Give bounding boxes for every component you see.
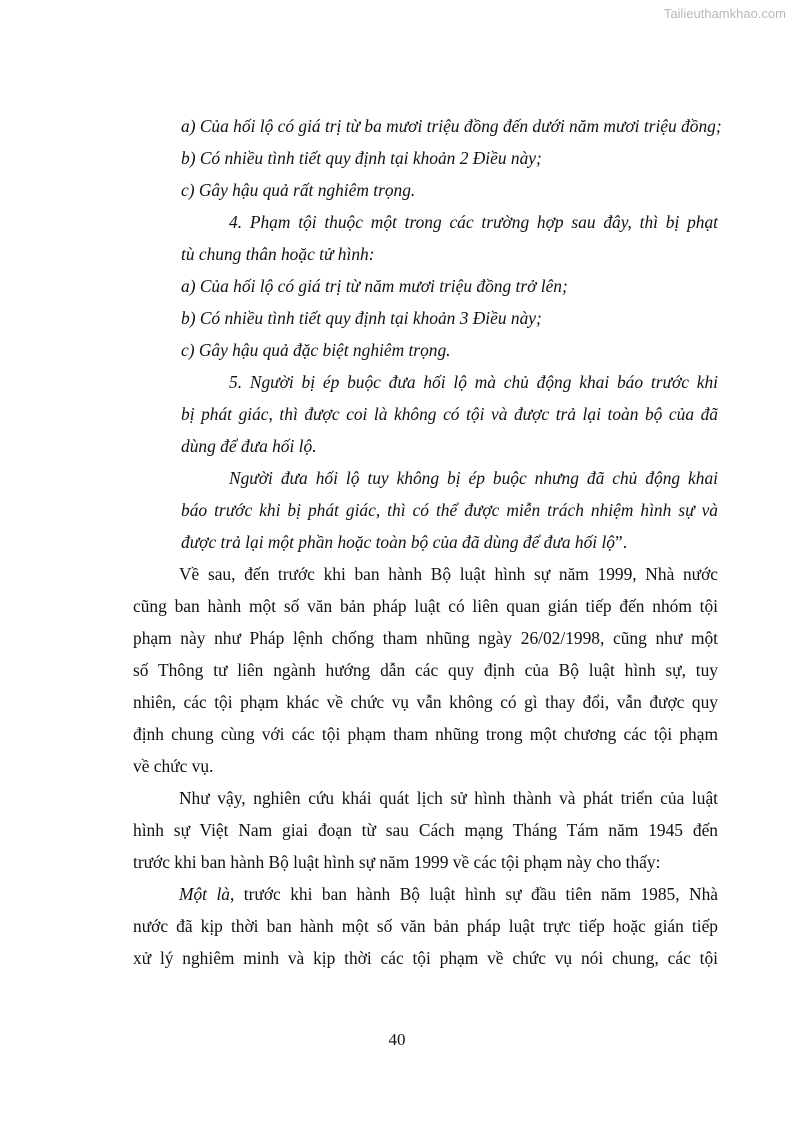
text-line	[133, 690, 718, 714]
italic-text: c) Gây hậu quả rất nghiêm trọng.	[181, 180, 416, 200]
text-segment: Như vậy, nghiên cứu khái quát lịch sử hình thành và phát triển của luật	[179, 788, 718, 808]
text-segment: trước khi ban hành Bộ luật hình sự năm 1999 về các tội phạm này cho thấy:	[133, 852, 661, 872]
text-line	[181, 434, 711, 458]
text-line	[179, 882, 718, 906]
italic-text: tù chung thân hoặc tử hình:	[181, 244, 375, 264]
text-line	[181, 530, 711, 554]
page-number: 40	[388, 1030, 406, 1049]
text-line	[181, 242, 711, 266]
text-line	[179, 562, 718, 586]
text-segment: nhiên, các tội phạm khác về chức vụ vẫn không có gì thay đổi, vẫn được quy	[133, 692, 718, 712]
italic-text: được trả lại một phần hoặc toàn bộ của đã dùng để đưa hối lộ	[181, 532, 616, 552]
italic-text: a) Của hối lộ có giá trị từ năm mươi triệu đồng trở lên;	[181, 276, 568, 296]
text-line	[181, 274, 711, 298]
text-line	[133, 946, 718, 970]
text-line	[179, 786, 718, 810]
text-line	[133, 594, 718, 618]
italic-text: báo trước khi bị phát giác, thì có thể được miễn trách nhiệm hình sự và	[181, 500, 718, 520]
text-segment: phạm này như Pháp lệnh chống tham nhũng ngày 26/02/1998, cũng như một	[133, 628, 718, 648]
text-segment: định chung cùng với các tội phạm tham nhũng trong một chương các tội phạm	[133, 724, 718, 744]
text-line	[133, 722, 718, 746]
text-line	[133, 626, 718, 650]
text-segment: ”.	[615, 532, 628, 552]
italic-text: b) Có nhiều tình tiết quy định tại khoản 2 Điều này;	[181, 148, 542, 168]
text-segment: hình sự Việt Nam giai đoạn từ sau Cách mạng Tháng Tám năm 1945 đến	[133, 820, 718, 840]
italic-text: dùng để đưa hối lộ.	[181, 436, 317, 456]
italic-text: a) Của hối lộ có giá trị từ ba mươi triệu đồng đến dưới năm mươi triệu đồng;	[181, 116, 722, 136]
text-line	[181, 114, 722, 138]
text-segment: cũng ban hành một số văn bản pháp luật có liên quan gián tiếp đến nhóm tội	[133, 596, 718, 616]
watermark-text: Tailieuthamkhao.com	[663, 6, 786, 21]
text-line	[133, 754, 718, 778]
text-line	[229, 210, 718, 234]
text-line	[133, 658, 718, 682]
text-segment: xử lý nghiêm minh và kịp thời các tội phạm về chức vụ nói chung, các tội	[133, 948, 718, 968]
italic-text: b) Có nhiều tình tiết quy định tại khoản 3 Điều này;	[181, 308, 542, 328]
text-segment: về chức vụ.	[133, 756, 214, 776]
text-segment: , trước khi ban hành Bộ luật hình sự đầu tiên năm 1985, Nhà	[230, 884, 719, 904]
text-line	[229, 370, 718, 394]
italic-text: Người đưa hối lộ tuy không bị ép buộc nhưng đã chủ động khai	[229, 468, 718, 488]
italic-text: c) Gây hậu quả đặc biệt nghiêm trọng.	[181, 340, 451, 360]
text-segment: số Thông tư liên ngành hướng dẫn các quy định của Bộ luật hình sự, tuy	[133, 660, 718, 680]
italic-text: bị phát giác, thì được coi là không có tội và được trả lại toàn bộ của đã	[181, 404, 718, 424]
text-line	[181, 338, 711, 362]
text-line	[181, 178, 711, 202]
text-segment: nước đã kịp thời ban hành một số văn bản pháp luật trực tiếp hoặc gián tiếp	[133, 916, 718, 936]
italic-text: 4. Phạm tội thuộc một trong các trường hợp sau đây, thì bị phạt	[229, 212, 718, 232]
text-line	[133, 914, 718, 938]
text-line	[181, 146, 711, 170]
italic-text: 5. Người bị ép buộc đưa hối lộ mà chủ động khai báo trước khi	[229, 372, 718, 392]
text-line	[133, 850, 718, 874]
text-line	[181, 402, 718, 426]
text-line	[181, 498, 718, 522]
text-line	[181, 306, 711, 330]
text-line	[229, 466, 718, 490]
italic-text: Một là	[179, 884, 230, 904]
text-line	[133, 818, 718, 842]
text-segment: Về sau, đến trước khi ban hành Bộ luật hình sự năm 1999, Nhà nước	[179, 564, 718, 584]
